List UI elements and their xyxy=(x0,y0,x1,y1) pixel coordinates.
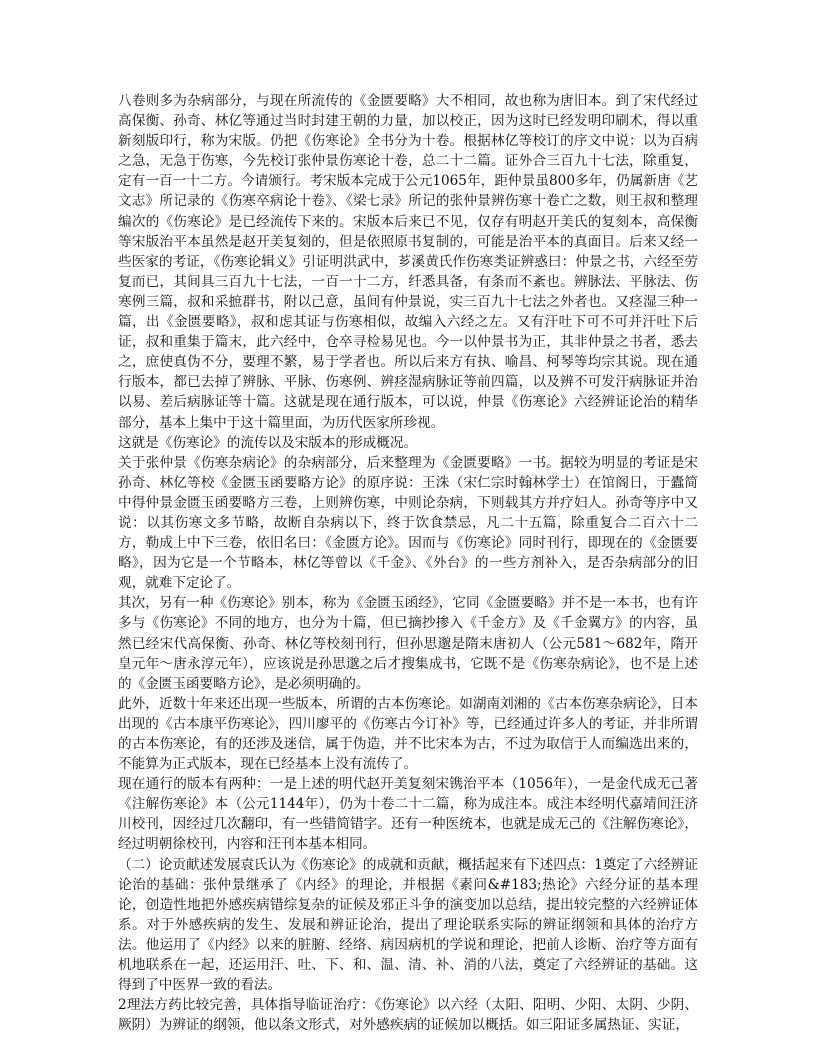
document-body xyxy=(118,91,698,1035)
paragraph-ancient-versions: 此外，近数十年来还出现一些版本，所谓的古本伤寒论。如湖南刘湘的《古本伤寒杂病论》，日本出现的《古本康平伤寒论》，四川廖平的《伤寒古今订补》等，已经通过许多人的考证，并非所谓的古本伤寒论，有的还涉及迷信，属于伪造，并不比宋本为古，不过为取信于人而编选出来的，不能算为正式版本，现在已经基本上没有流传了。 xyxy=(118,695,698,773)
paragraph-jingui-yaolue: 关于张仲景《伤寒杂病论》的杂病部分，后来整理为《金匮要略》一书。据较为明显的考证是宋孙奇、林亿等校《金匮玉函要略方论》的原序说：王洙（宋仁宗时翰林学士）在馆阁日，于蠹简中得仲景金匮玉函要略方三卷，上则辨伤寒，中则论杂病，下则载其方并疗妇人。孙奇等序中又说：以其伤寒文多节略，故断自杂病以下，终于饮食禁忌，凡二十五篇，除重复合二百六十二方，勒成上中下三卷，依旧名曰：《金匮方论》。因而与《伤寒论》同时刊行，即现在的《金匮要略》，因为它是一个节略本，林亿等曾以《千金》、《外台》的一些方剂补入，是否杂病部分的旧观，就难下定论了。 xyxy=(118,454,698,592)
paragraph-contribution-1: （二）论贡献述发展袁氏认为《伤寒论》的成就和贡献，概括起来有下述四点：1奠定了六经辨证论治的基础：张仲景继承了《内经》的理论，并根据《素问&#183;热论》六经分证的基本理论，创造性地把外感疾病错综复杂的证候及邪正斗争的演变加以总结，提出较完整的六经辨证体系。对于外感疾病的发生、发展和辨证论治，提出了理论联系实际的辨证纲领和具体的治疗方法。他运用了《内经》以来的脏腑、经络、病因病机的学说和理论，把前人诊断、治疗等方面有机地联系在一起，还运用汗、吐、下、和、温、清、补、消的八法，奠定了六经辨证的基础。这得到了中医界一致的看法。 xyxy=(118,856,698,994)
paragraph-song-edition: 八卷则多为杂病部分，与现在所流传的《金匮要略》大不相同，故也称为唐旧本。到了宋代经过高保衡、孙奇、林亿等通过当时封建王朝的力量，加以校正，因为这时已经发明印刷术，得以重新刻版印行，称为宋版。仍把《伤寒论》全书分为十卷。根据林亿等校订的序文中说：以为百病之急，无急于伤寒，今先校订张仲景伤寒论十卷，总二十二篇。证外合三百九十七法，除重复，定有一百一十二方。今请颁行。考宋版本完成于公元1065年，距仲景虽800多年，仍属新唐《艺文志》所记录的《伤寒卒病论十卷》、《梁七录》所记的张仲景辨伤寒十卷亡之数，则王叔和整理编次的《伤寒论》是已经流传下来的。宋版本后来已不见，仅存有明赵开美氏的复刻本，高保衡等宋版治平本虽然是赵开美复刻的，但是依照原书复制的，可能是治平本的真面目。后来又经一些医家的考证，《伤寒论辑义》引证明洪武中，芗溪黄氏作伤寒类证辨惑曰：仲景之书，六经至劳复而已，其间具三百九十七法，一百一十二方，纤悉具备，有条而不紊也。辨脉法、平脉法、伤寒例三篇，叔和采摭群书，附以己意，虽间有仲景说，实三百九十七法之外者也。又痉湿三种一篇，出《金匮要略》，叔和虑其证与伤寒相似，故编入六经之左。又有汗吐下可不可并汗吐下后证，叔和重集于篇末，此六经中，仓卒寻检易见也。今一以仲景书为正，其非仲景之书者，悉去之，庶使真伪不分，要理不繁，易于学者也。所以后来方有执、喻昌、柯琴等均宗其说。现在通行版本，都已去掉了辨脉、平脉、伤寒例、辨痉湿病脉证等前四篇，以及辨不可发汗病脉证并治以易、差后病脉证等十篇。这就是现在通行版本，可以说，仲景《伤寒论》六经辨证论治的精华部分，基本上集中于这十篇里面，为历代医家所珍视。 xyxy=(118,93,698,431)
paragraph-current-versions: 现在通行的版本有两种：一是上述的明代赵开美复刻宋镌治平本（1056年），一是金代成无己著《注解伤寒论》本（公元1144年），仍为十卷二十二篇，称为成注本。成注本经明代嘉靖间汪济川校刊，因经过几次翻印，有一些错简错字。还有一种医统本，也就是成无己的《注解伤寒论》，经过明朝徐校刊，内容和汪刊本基本相同。 xyxy=(118,776,698,853)
paragraph-summary: 这就是《伤寒论》的流传以及宋版本的形成概况。 xyxy=(118,434,418,451)
paragraph-jingui-yuhan-jing: 其次，另有一种《伤寒论》别本，称为《金匮玉函经》，它同《金匮要略》并不是一本书，也有许多与《伤寒论》不同的地方，也分为十篇，但已摘抄掺入《千金方》及《千金翼方》的内容，虽然已经宋代高保衡、孙奇、林亿等校刻刊行，但孙思邈是隋末唐初人（公元581～682年，隋开皇元年～唐永淳元年），应该说是孙思邈之后才搜集成书，它既不是《伤寒杂病论》，也不是上述的《金匮玉函要略方论》，是必须明确的。 xyxy=(118,595,698,692)
paragraph-contribution-2: 2理法方药比较完善，具体指导临证治疗：《伤寒论》以六经（太阳、阳明、少阳、太阴、少阴、厥阴）为辨证的纲领，他以条文形式，对外感疾病的证候加以概括。如三阳证多属热证、实证， xyxy=(118,997,698,1034)
